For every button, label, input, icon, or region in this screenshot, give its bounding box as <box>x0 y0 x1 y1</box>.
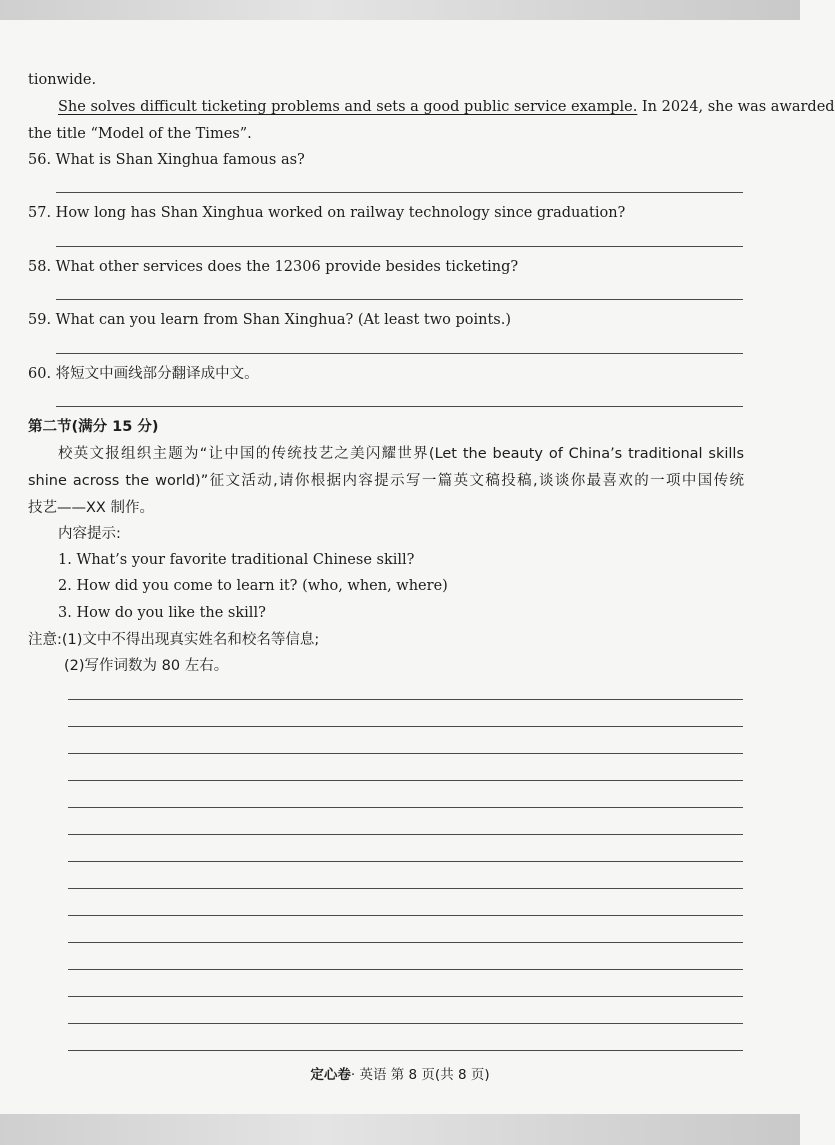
footer-subject: · 英语 <box>350 1067 387 1083</box>
underlined-sentence: She solves difficult ticketing problems and sets a good public service example. <box>58 99 638 115</box>
footer-page: 第 8 页(共 8 页) <box>390 1067 490 1083</box>
question-text: 将短文中画线部分翻译成中文。 <box>55 366 259 382</box>
essay-line[interactable] <box>68 888 743 889</box>
footer-volume: 定心卷 <box>310 1067 351 1083</box>
hint-3: 3. How do you like the skill? <box>58 605 266 621</box>
question-number: 56. <box>28 152 52 168</box>
section2-intro-line3: 技艺——XX 制作。 <box>28 500 154 516</box>
question-number: 58. <box>28 259 52 275</box>
section2-intro-line1: 校英文报组织主题为“让中国的传统技艺之美闪耀世界(Let the beauty of China’s traditional skills <box>58 446 744 462</box>
question-text: What other services does the 12306 provide besides ticketing? <box>55 259 519 275</box>
essay-line[interactable] <box>68 996 743 997</box>
passage-sentence <box>58 98 835 116</box>
passage-continuation: tionwide. <box>28 72 97 88</box>
passage-tail: In 2024, she was awarded <box>637 99 835 115</box>
question-text: What is Shan Xinghua famous as? <box>55 152 305 168</box>
question-number: 57. <box>28 205 52 221</box>
essay-line[interactable] <box>68 942 743 943</box>
essay-line[interactable] <box>68 834 743 835</box>
essay-line[interactable] <box>68 753 743 754</box>
essay-line[interactable] <box>68 915 743 916</box>
essay-line[interactable] <box>68 969 743 970</box>
question-56 <box>28 151 305 169</box>
passage-tail-line2: the title “Model of the Times”. <box>28 126 252 142</box>
question-number: 59. <box>28 312 52 328</box>
essay-line[interactable] <box>68 780 743 781</box>
page-footer <box>0 1063 800 1083</box>
question-57 <box>28 204 625 222</box>
hint-2: 2. How did you come to learn it? (who, when, where) <box>58 578 448 594</box>
essay-line[interactable] <box>68 807 743 808</box>
essay-line[interactable] <box>68 1023 743 1024</box>
hints-label: 内容提示: <box>58 526 121 542</box>
note-1: 注意:(1)文中不得出现真实姓名和校名等信息; <box>28 632 320 648</box>
question-58 <box>28 258 518 276</box>
answer-line-60[interactable] <box>56 406 743 407</box>
question-60 <box>28 365 259 383</box>
question-text: How long has Shan Xinghua worked on railway technology since graduation? <box>55 205 626 221</box>
essay-line[interactable] <box>68 1050 743 1051</box>
essay-line[interactable] <box>68 726 743 727</box>
section2-intro-line2: shine across the world)”征文活动,请你根据内容提示写一篇英文稿投稿,谈谈你最喜欢的一项中国传统 <box>28 473 744 489</box>
question-text: What can you learn from Shan Xinghua? (At least two points.) <box>55 312 512 328</box>
scan-border-top <box>0 0 800 20</box>
essay-line[interactable] <box>68 699 743 700</box>
section2-title: 第二节(满分 15 分) <box>28 419 159 435</box>
question-number: 60. <box>28 366 52 382</box>
essay-line[interactable] <box>68 861 743 862</box>
note-2: (2)写作词数为 80 左右。 <box>64 658 229 674</box>
answer-line-59[interactable] <box>56 353 743 354</box>
answer-line-56[interactable] <box>56 192 743 193</box>
answer-line-58[interactable] <box>56 299 743 300</box>
answer-line-57[interactable] <box>56 246 743 247</box>
scan-border-bottom <box>0 1114 800 1145</box>
hint-1: 1. What’s your favorite traditional Chinese skill? <box>58 552 415 568</box>
question-59 <box>28 311 511 329</box>
